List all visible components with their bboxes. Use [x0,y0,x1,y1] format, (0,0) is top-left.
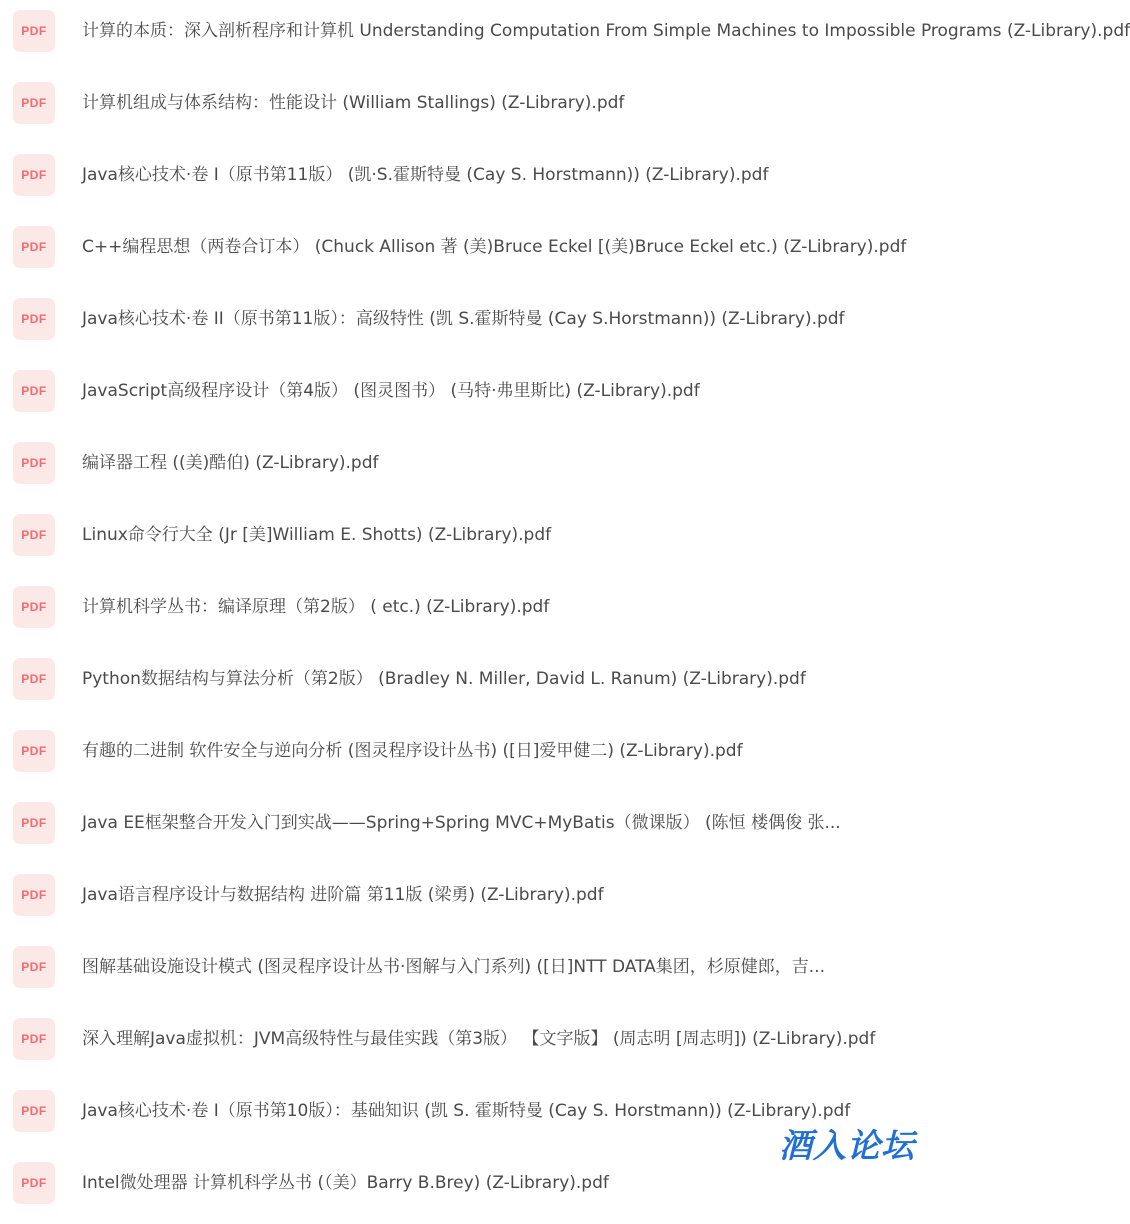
pdf-file-icon [13,82,55,124]
file-name[interactable]: Java核心技术·卷 I（原书第10版）：基础知识 (凯 S. 霍斯特曼 (Cay S. Horstmann)) (Z-Library).pdf [82,1101,851,1121]
file-name[interactable]: Intel微处理器 计算机科学丛书 (（美）Barry B.Brey) (Z-Library).pdf [82,1173,609,1193]
file-list-item[interactable] [0,72,929,144]
pdf-icon-label: PDF [21,456,47,470]
file-list-item[interactable] [0,360,929,432]
pdf-icon-label: PDF [21,1104,47,1118]
pdf-icon-label: PDF [21,888,47,902]
file-list-item[interactable] [0,936,929,1008]
file-name[interactable]: 计算机科学丛书：编译原理（第2版） ( etc.) (Z-Library).pdf [82,597,550,617]
file-name[interactable]: 图解基础设施设计模式 (图灵程序设计丛书·图解与入门系列) ([日]NTT DATA集团，杉原健郎，吉... [82,957,825,977]
pdf-icon-label: PDF [21,1032,47,1046]
pdf-file-icon [13,154,55,196]
pdf-file-icon [13,10,55,52]
file-list-item[interactable] [0,0,1130,72]
file-name[interactable]: 计算机组成与体系结构：性能设计 (William Stallings) (Z-Library).pdf [82,93,625,113]
file-list-item[interactable] [0,144,929,216]
file-list-item[interactable] [0,792,929,864]
file-name[interactable]: Java语言程序设计与数据结构 进阶篇 第11版 (梁勇) (Z-Library).pdf [82,885,604,905]
file-list-item[interactable] [0,576,929,648]
file-list-item[interactable] [0,504,929,576]
pdf-icon-label: PDF [21,672,47,686]
pdf-file-icon [13,226,55,268]
pdf-icon-label: PDF [21,384,47,398]
pdf-file-icon [13,298,55,340]
file-list-item[interactable] [0,1008,929,1080]
pdf-icon-label: PDF [21,240,47,254]
pdf-file-icon [13,370,55,412]
file-name[interactable]: 计算的本质：深入剖析程序和计算机 Understanding Computation From Simple Machines to Impossible Programs (Z-Library).pdf [82,21,1130,41]
file-name[interactable]: C++编程思想（两卷合订本） (Chuck Allison 著 (美)Bruce Eckel [(美)Bruce Eckel etc.) (Z-Library).pdf [82,237,907,257]
file-name[interactable]: 有趣的二进制 软件安全与逆向分析 (图灵程序设计丛书) ([日]爱甲健二) (Z-Library).pdf [82,741,743,761]
pdf-file-icon [13,730,55,772]
pdf-icon-label: PDF [21,960,47,974]
pdf-icon-label: PDF [21,96,47,110]
file-name[interactable]: Linux命令行大全 (Jr [美]William E. Shotts) (Z-Library).pdf [82,525,552,545]
file-list-item[interactable] [0,720,929,792]
file-list-item[interactable] [0,864,929,936]
file-name[interactable]: Java核心技术·卷 I（原书第11版） (凯·S.霍斯特曼 (Cay S. Horstmann)) (Z-Library).pdf [82,165,769,185]
pdf-file-icon [13,442,55,484]
pdf-icon-label: PDF [21,24,47,38]
file-list-item[interactable] [0,432,929,504]
pdf-icon-label: PDF [21,600,47,614]
pdf-file-icon [13,586,55,628]
file-list-item[interactable] [0,216,929,288]
pdf-icon-label: PDF [21,312,47,326]
pdf-icon-label: PDF [21,816,47,830]
file-name[interactable]: JavaScript高级程序设计（第4版） (图灵图书） (马特·弗里斯比) (Z-Library).pdf [82,381,700,401]
pdf-icon-label: PDF [21,744,47,758]
pdf-icon-label: PDF [21,1176,47,1190]
file-name[interactable]: 编译器工程 ((美)酷伯) (Z-Library).pdf [82,453,379,473]
pdf-file-icon [13,802,55,844]
file-name[interactable]: Java核心技术·卷 II（原书第11版）：高级特性 (凯 S.霍斯特曼 (Cay S.Horstmann)) (Z-Library).pdf [82,309,845,329]
pdf-file-icon [13,1018,55,1060]
file-name[interactable]: 深入理解Java虚拟机：JVM高级特性与最佳实践（第3版） 【文字版】 (周志明 [周志明]) (Z-Library).pdf [82,1029,876,1049]
pdf-icon-label: PDF [21,168,47,182]
pdf-file-icon [13,874,55,916]
file-name[interactable]: Java EE框架整合开发入门到实战——Spring+Spring MVC+MyBatis（微课版） (陈恒 楼偶俊 张... [82,813,841,833]
file-list-item[interactable] [0,648,929,720]
pdf-file-icon [13,946,55,988]
pdf-icon-label: PDF [21,528,47,542]
pdf-file-icon [13,658,55,700]
pdf-file-icon [13,1162,55,1204]
file-name[interactable]: Python数据结构与算法分析（第2版） (Bradley N. Miller, David L. Ranum) (Z-Library).pdf [82,669,806,689]
forum-watermark-logo: 酒入论坛 [779,1126,915,1165]
pdf-file-icon [13,514,55,556]
pdf-file-icon [13,1090,55,1132]
file-list-item[interactable] [0,288,929,360]
